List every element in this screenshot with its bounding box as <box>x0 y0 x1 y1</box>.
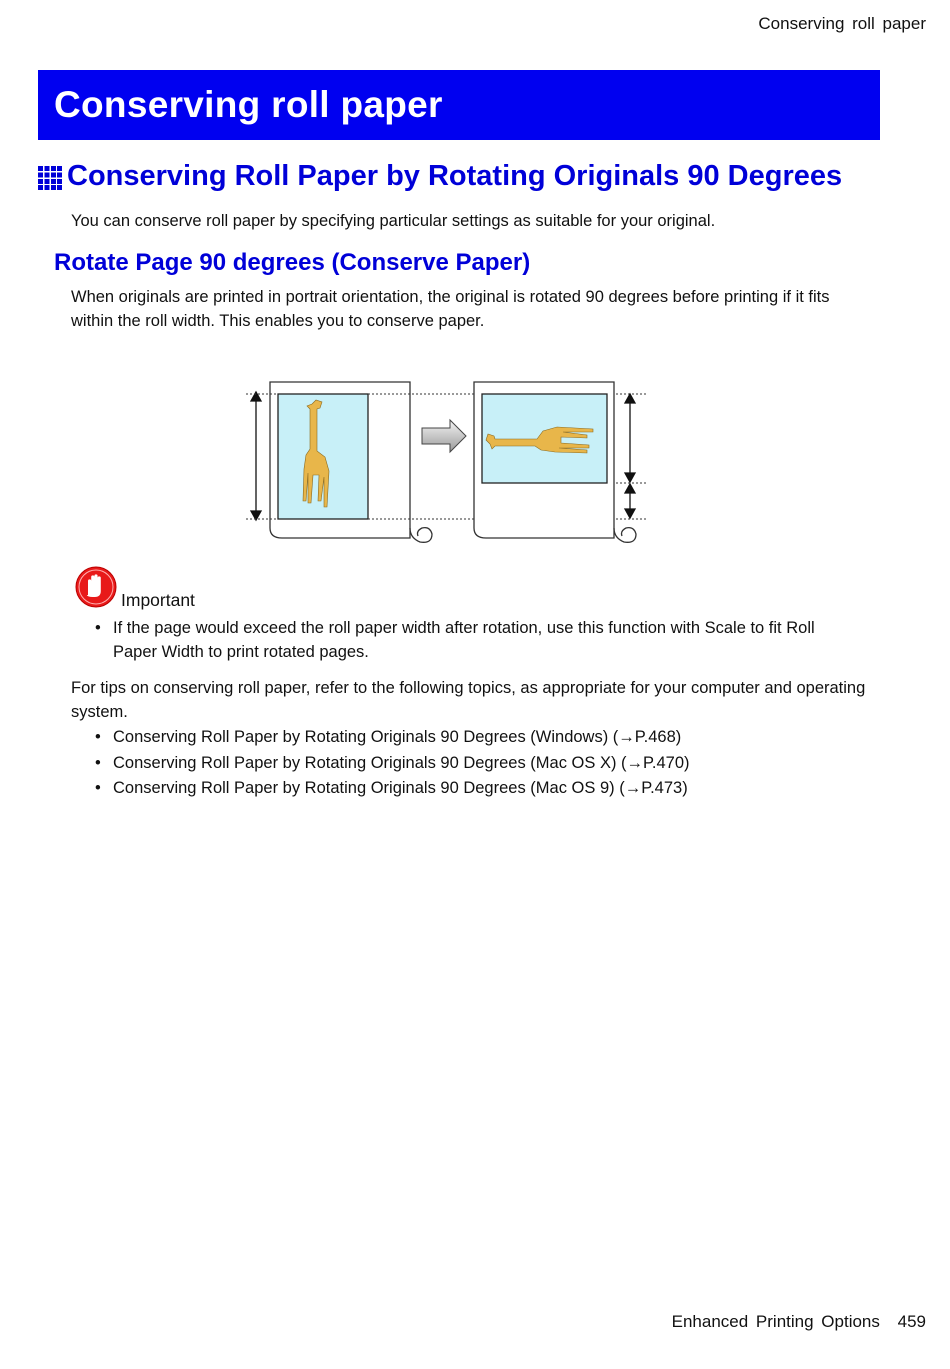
running-header: Conserving roll paper <box>758 14 926 33</box>
tip-link-mac-os-9[interactable]: • Conserving Roll Paper by Rotating Originals 90 Degrees (Mac OS 9) (→P.473) <box>95 776 690 802</box>
section-heading <box>38 160 842 193</box>
rotation-illustration <box>212 338 692 560</box>
footer-section-name: Enhanced Printing Options <box>671 1312 880 1331</box>
dimension-arrow-right <box>625 394 635 518</box>
tip-link-windows[interactable]: • Conserving Roll Paper by Rotating Originals 90 Degrees (Windows) (→P.468) <box>95 725 690 751</box>
section-intro: You can conserve roll paper by specifying particular settings as suitable for your original. <box>71 212 716 230</box>
subsection-body-line: within the roll width. This enables you to conserve paper. <box>71 312 485 330</box>
dimension-arrow-left <box>251 392 261 520</box>
section-title: Conserving Roll Paper by Rotating Originals 90 Degrees <box>67 160 843 192</box>
important-list <box>95 616 815 664</box>
tips-line: system. <box>71 703 128 721</box>
stop-hand-icon <box>74 565 118 609</box>
important-label: Important <box>121 590 195 610</box>
subsection-title: Rotate Page 90 degrees (Conserve Paper) <box>54 249 531 276</box>
grid-icon <box>38 166 62 190</box>
transform-arrow <box>422 420 466 452</box>
tips-line: For tips on conserving roll paper, refer to the following topics, as appropriate for your computer and operating <box>71 679 866 697</box>
list-item-line: • If the page would exceed the roll paper width after rotation, use this function with Scale to fit Roll <box>113 619 815 637</box>
page-title: Conserving roll paper <box>54 84 443 125</box>
subsection-body <box>71 285 891 333</box>
page-footer <box>672 1312 926 1332</box>
subsection-body-line: When originals are printed in portrait orientation, the original is rotated 90 degrees before printing if it fits <box>71 288 830 306</box>
tips-link-list <box>95 725 690 802</box>
list-item-line: Paper Width to print rotated pages. <box>113 643 369 661</box>
list-item <box>95 616 815 664</box>
title-bar <box>38 70 880 140</box>
tips-paragraph <box>71 676 891 724</box>
page-number: 459 <box>897 1312 926 1331</box>
tip-link-mac-os-x[interactable]: • Conserving Roll Paper by Rotating Originals 90 Degrees (Mac OS X) (→P.470) <box>95 751 690 777</box>
